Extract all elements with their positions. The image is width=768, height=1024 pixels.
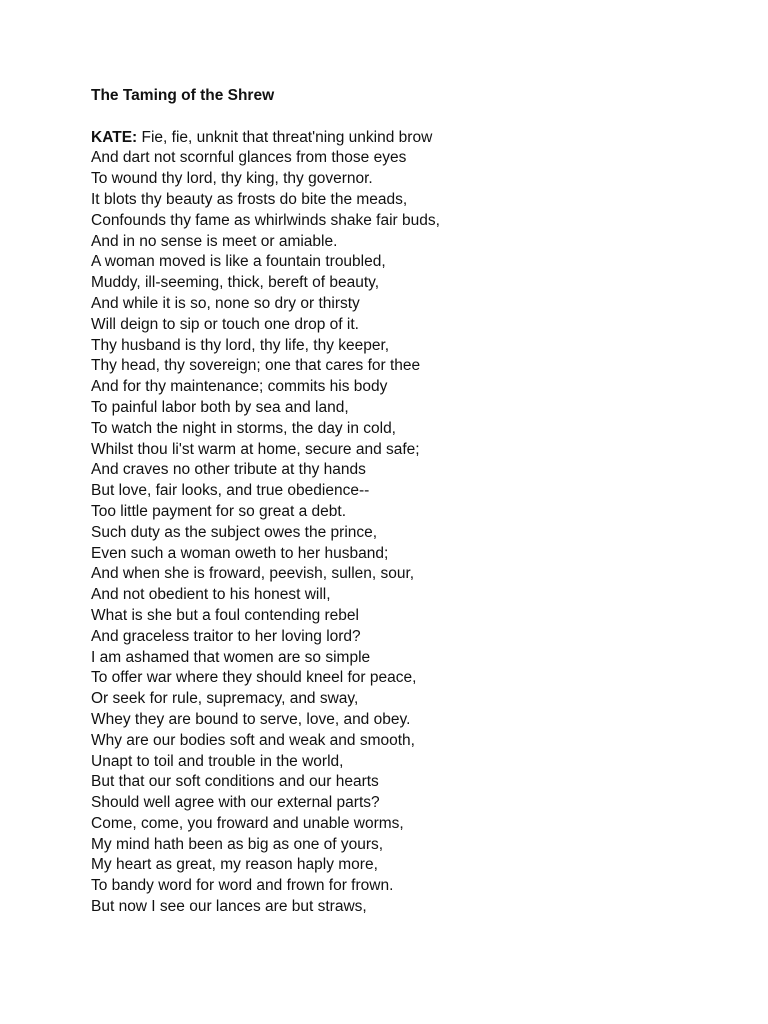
- poem-line: And when she is froward, peevish, sullen, sour,: [91, 565, 415, 583]
- blank-line: [91, 107, 711, 128]
- poem-line: Unapt to toil and trouble in the world,: [91, 752, 344, 770]
- poem-line: And for thy maintenance; commits his body: [91, 378, 388, 396]
- poem-line-text: Fie, fie, unknit that threat'ning unkind brow: [137, 128, 433, 146]
- document-title: The Taming of the Shrew: [91, 87, 275, 104]
- poem-line: To wound thy lord, thy king, thy governor.: [91, 170, 373, 188]
- poem-line: Such duty as the subject owes the prince,: [91, 523, 378, 541]
- poem-line: And dart not scornful glances from those eyes: [91, 149, 407, 167]
- poem-line: But that our soft conditions and our hearts: [91, 773, 379, 791]
- poem-line: But now I see our lances are but straws,: [91, 898, 367, 916]
- poem-line: Will deign to sip or touch one drop of it.: [91, 315, 359, 333]
- poem-line: And graceless traitor to her loving lord?: [91, 627, 361, 645]
- poem-line: Confounds thy fame as whirlwinds shake fair buds,: [91, 211, 440, 229]
- poem-line: Thy husband is thy lord, thy life, thy keeper,: [91, 336, 390, 354]
- poem-line: Muddy, ill-seeming, thick, bereft of beauty,: [91, 274, 380, 292]
- poem-line: Or seek for rule, supremacy, and sway,: [91, 690, 359, 708]
- poem-line: What is she but a foul contending rebel: [91, 606, 359, 624]
- poem-line: But love, fair looks, and true obedience--: [91, 482, 370, 500]
- poem-line: Whey they are bound to serve, love, and obey.: [91, 710, 411, 728]
- poem-line: Come, come, you froward and unable worms,: [91, 814, 404, 832]
- poem-line: Too little payment for so great a debt.: [91, 502, 347, 520]
- poem-line: Should well agree with our external parts?: [91, 794, 380, 812]
- poem-line: A woman moved is like a fountain troubled,: [91, 253, 386, 271]
- poem-line: [91, 128, 711, 149]
- poem-line: To offer war where they should kneel for peace,: [91, 669, 417, 687]
- poem-line: It blots thy beauty as frosts do bite the meads,: [91, 190, 408, 208]
- document-body: [91, 86, 711, 918]
- poem-line: Whilst thou li'st warm at home, secure and safe;: [91, 440, 420, 458]
- poem-line: I am ashamed that women are so simple: [91, 648, 371, 666]
- poem-line: To bandy word for word and frown for frown.: [91, 877, 394, 895]
- speaker-name: KATE:: [91, 128, 138, 146]
- poem-line: And in no sense is meet or amiable.: [91, 232, 338, 250]
- poem-line: And not obedient to his honest will,: [91, 586, 331, 604]
- poem-line: And craves no other tribute at thy hands: [91, 461, 366, 479]
- poem-line: Why are our bodies soft and weak and smooth,: [91, 731, 415, 749]
- poem-line: My heart as great, my reason haply more,: [91, 856, 378, 874]
- poem-line: To watch the night in storms, the day in cold,: [91, 419, 396, 437]
- poem-lines: [91, 148, 711, 917]
- poem-line: Even such a woman oweth to her husband;: [91, 544, 389, 562]
- poem-line: Thy head, thy sovereign; one that cares for thee: [91, 357, 421, 375]
- poem-line: My mind hath been as big as one of yours,: [91, 835, 384, 853]
- poem-line: And while it is so, none so dry or thirsty: [91, 294, 360, 312]
- poem-line: To painful labor both by sea and land,: [91, 398, 349, 416]
